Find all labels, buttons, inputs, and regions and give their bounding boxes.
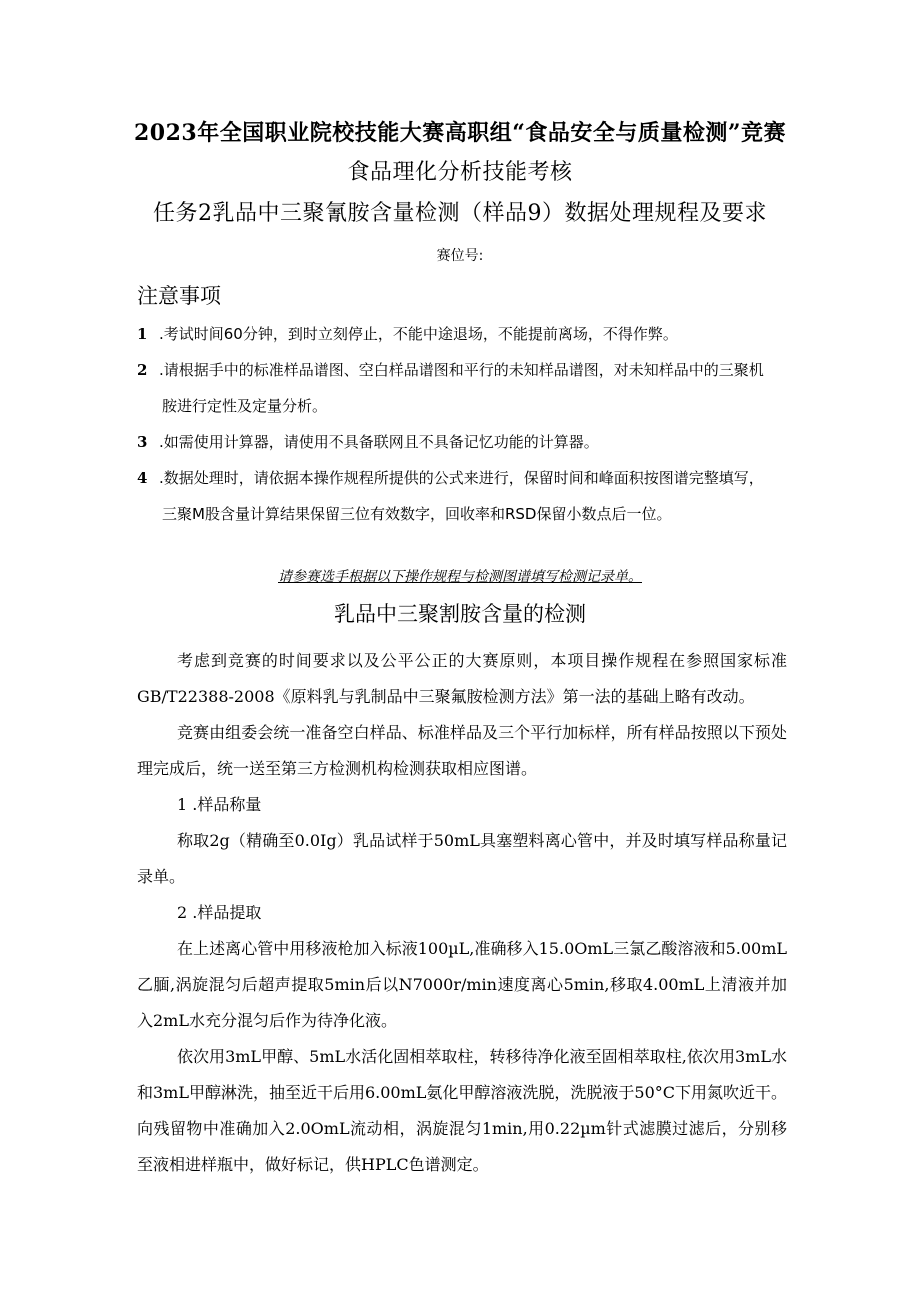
section-title: 乳品中三聚割胺含量的检测 [334,602,586,626]
document-title-line-1: 2023年全国职业院校技能大赛高职组“食品安全与质量检测”竞赛 [133,120,787,146]
notice-item-text: .数据处理时，请依据本操作规程所提供的公式来进行，保留时间和峰面积按图谱完整填写， [159,469,764,487]
notice-item-4 [137,460,797,532]
step-heading-weighing: 1 .样品称量 [177,795,262,814]
notice-heading: 注意事项 [137,284,221,308]
paragraph-purification: 依次用3mL甲醇、5mL水活化固相萃取柱，转移待净化液至固相萃取柱,依次用3mL水和3mL甲醇淋洗，抽至近干后用6.00mL氨化甲醇溶液洗脱，洗脱液于50°C下用氮吹近干。向残留物中准确加入2.0OmL流动相，涡旋混匀1min,用0.22µm针式滤膜过滤后，分别移至液相进样瓶中，做好标记，供HPLC色谱测定。 [137,1047,788,1174]
notice-item-text: .如需使用计算器，请使用不具备联网且不具备记忆功能的计算器。 [159,433,599,451]
paragraph-intro: 考虑到竞赛的时间要求以及公平公正的大赛原则，本项目操作规程在参照国家标准GB/T22388-2008《原料乳与乳制品中三聚氟胺检测方法》第一法的基础上略有改动。 [137,651,787,706]
notice-item-3 [137,424,797,460]
instruction-hint: 请参赛选手根据以下操作规程与检测图谱填写检测记录单。 [278,569,642,585]
seat-number-label: 赛位号: [436,248,484,264]
notice-item-number: 2 [137,361,148,379]
paragraph-preparation: 竞赛由组委会统一准备空白样品、标准样品及三个平行加标样，所有样品按照以下预处理完成后，统一送至第三方检测机构检测获取相应图谱。 [137,723,787,778]
notice-item-2 [137,352,797,424]
paragraph-extraction: 在上述离心管中用移液枪加入标液100µL,准确移入15.0OmL三氯乙酸溶液和5.00mL乙腼,涡旋混匀后超声提取5min后以N7000r/min速度离心5min,移取4.00mL上清液并加入2mL水充分混匀后作为待净化液。 [137,939,787,1030]
paragraph-weighing: 称取2g（精确至0.0Ig）乳品试样于50mL具塞塑料离心管中，并及时填写样品称量记录单。 [137,831,787,886]
notice-item-text: .请根据手中的标准样品谱图、空白样品谱图和平行的未知样品谱图，对未知样品中的三聚机 [159,361,764,379]
notice-item-number: 3 [137,433,148,451]
step-heading-extraction: 2 .样品提取 [177,903,262,922]
notice-item-number: 1 [137,325,148,343]
notice-item-number: 4 [137,469,148,487]
document-title-line-3: 任务2乳品中三聚氰胺含量检测（样品9）数据处理规程及要求 [153,201,767,226]
notice-item-text: .考试时间60分钟，到时立刻停止，不能中途退场，不能提前离场，不得作弊。 [159,325,678,343]
notice-item-text-continued: 三聚M股含量计算结果保留三位有效数字，回收率和RSD保留小数点后一位。 [162,505,672,523]
notice-item-text-continued: 胺进行定性及定量分析。 [162,397,328,415]
document-title-line-2: 食品理化分析技能考核 [347,160,573,185]
notice-item-1 [137,316,797,352]
